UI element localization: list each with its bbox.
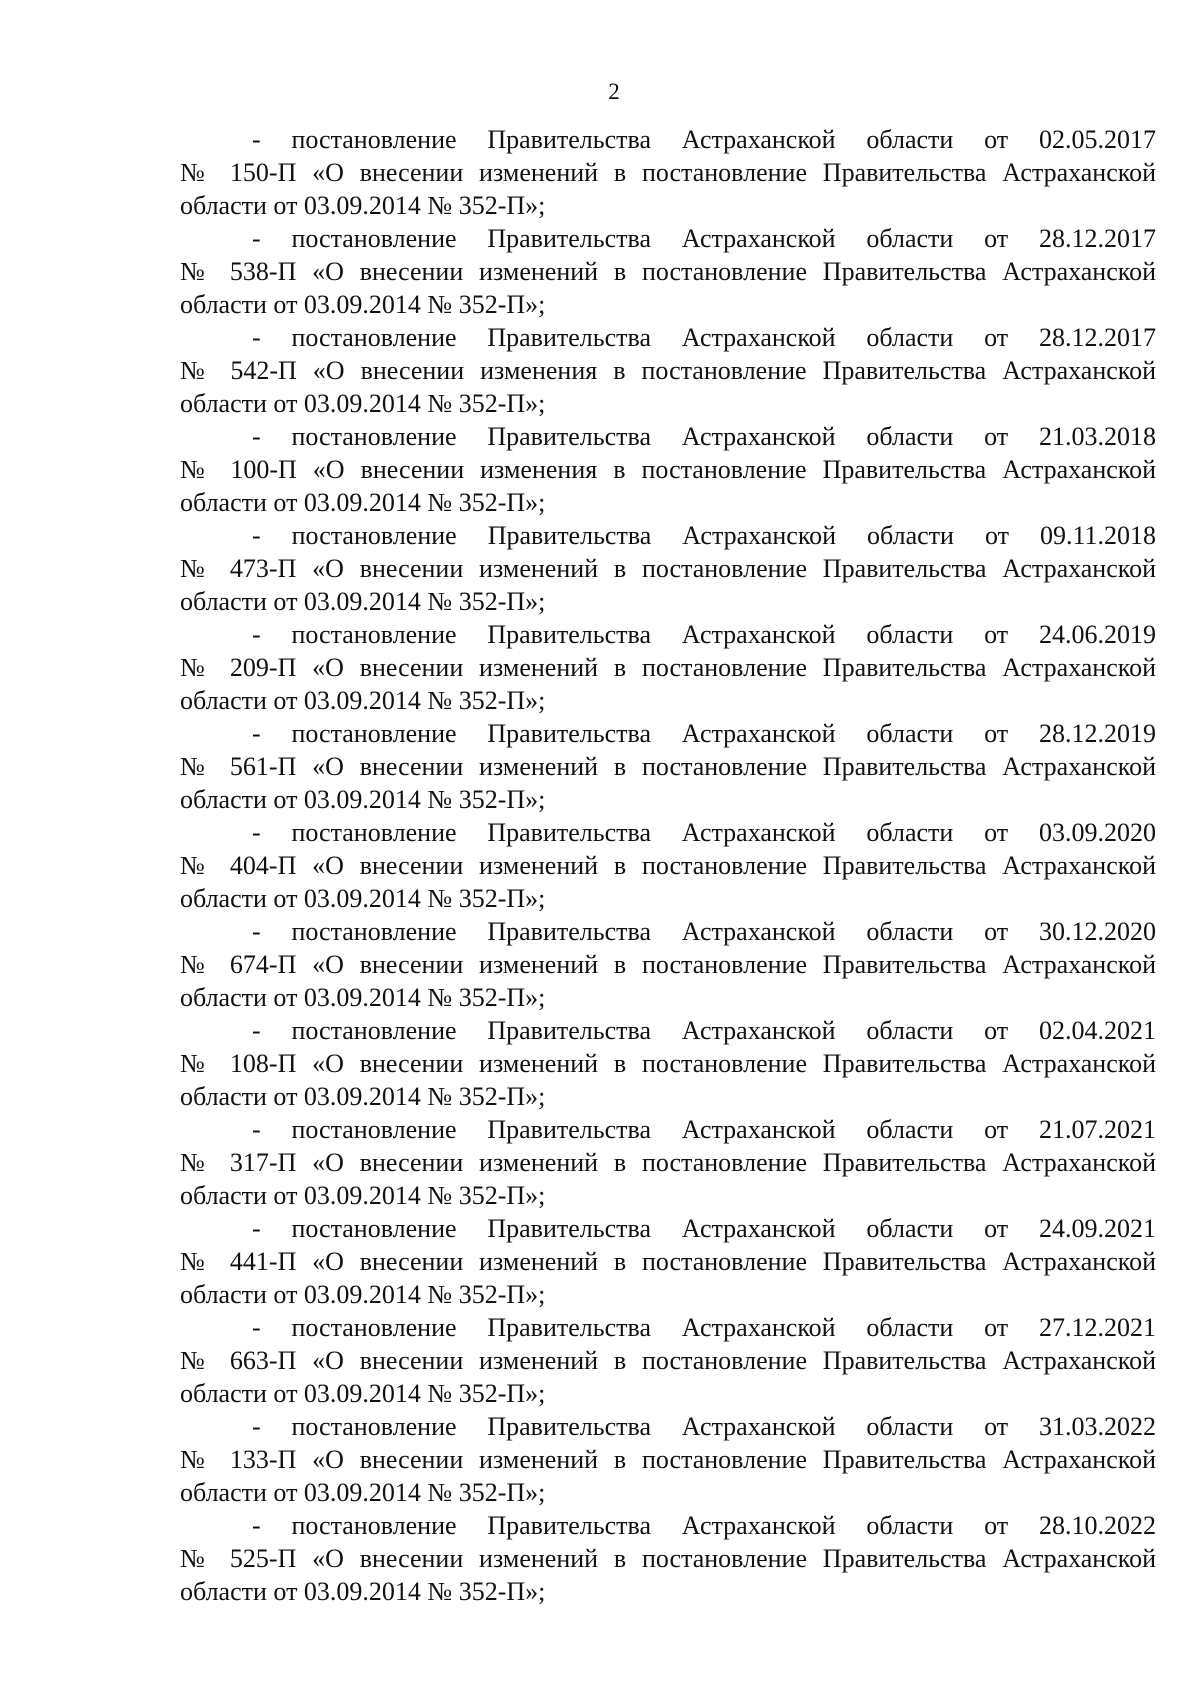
list-item [180,420,1156,519]
list-item [180,1410,1156,1509]
item-continuation: № 404-П «О внесении изменений в постановление Правительства Астраханской области от 03.09.2014 № 352-П»; [180,851,1156,913]
list-item [180,1113,1156,1212]
list-item [180,1311,1156,1410]
item-continuation: № 317-П «О внесении изменений в постановление Правительства Астраханской области от 03.09.2014 № 352-П»; [180,1148,1156,1210]
list-item [180,1212,1156,1311]
item-continuation: № 441-П «О внесении изменений в постановление Правительства Астраханской области от 03.09.2014 № 352-П»; [180,1247,1156,1309]
item-continuation: № 150-П «О внесении изменений в постановление Правительства Астраханской области от 03.09.2014 № 352-П»; [180,158,1156,220]
item-first-line: - постановление Правительства Астраханской области от 09.11.2018 [252,521,1156,550]
item-first-line: - постановление Правительства Астраханской области от 28.10.2022 [252,1511,1156,1540]
list-item [180,1014,1156,1113]
item-continuation: № 663-П «О внесении изменений в постановление Правительства Астраханской области от 03.09.2014 № 352-П»; [180,1346,1156,1408]
list-item [180,321,1156,420]
item-continuation: № 525-П «О внесении изменений в постановление Правительства Астраханской области от 03.09.2014 № 352-П»; [180,1544,1156,1606]
list-item [180,915,1156,1014]
item-continuation: № 674-П «О внесении изменений в постановление Правительства Астраханской области от 03.09.2014 № 352-П»; [180,950,1156,1012]
item-continuation: № 108-П «О внесении изменений в постановление Правительства Астраханской области от 03.09.2014 № 352-П»; [180,1049,1156,1111]
list-item [180,816,1156,915]
item-first-line: - постановление Правительства Астраханской области от 02.04.2021 [252,1016,1156,1045]
item-first-line: - постановление Правительства Астраханской области от 28.12.2017 [252,323,1156,352]
item-first-line: - постановление Правительства Астраханской области от 24.06.2019 [252,620,1156,649]
item-first-line: - постановление Правительства Астраханской области от 28.12.2017 [252,224,1156,253]
item-continuation: № 542-П «О внесении изменения в постановление Правительства Астраханской области от 03.09.2014 № 352-П»; [180,356,1156,418]
list-item [180,519,1156,618]
list-item [180,123,1156,222]
item-continuation: № 100-П «О внесении изменения в постановление Правительства Астраханской области от 03.09.2014 № 352-П»; [180,455,1156,517]
item-first-line: - постановление Правительства Астраханской области от 30.12.2020 [252,917,1156,946]
item-first-line: - постановление Правительства Астраханской области от 27.12.2021 [252,1313,1156,1342]
item-continuation: № 133-П «О внесении изменений в постановление Правительства Астраханской области от 03.09.2014 № 352-П»; [180,1445,1156,1507]
page-number: 2 [608,79,620,104]
item-continuation: № 538-П «О внесении изменений в постановление Правительства Астраханской области от 03.09.2014 № 352-П»; [180,257,1156,319]
item-first-line: - постановление Правительства Астраханской области от 03.09.2020 [252,818,1156,847]
list-item [180,222,1156,321]
item-first-line: - постановление Правительства Астраханской области от 24.09.2021 [252,1214,1156,1243]
list-item [180,717,1156,816]
list-item [180,1509,1156,1608]
item-first-line: - постановление Правительства Астраханской области от 31.03.2022 [252,1412,1156,1441]
item-continuation: № 209-П «О внесении изменений в постановление Правительства Астраханской области от 03.09.2014 № 352-П»; [180,653,1156,715]
item-first-line: - постановление Правительства Астраханской области от 21.07.2021 [252,1115,1156,1144]
item-continuation: № 473-П «О внесении изменений в постановление Правительства Астраханской области от 03.09.2014 № 352-П»; [180,554,1156,616]
list-item [180,618,1156,717]
resolution-list [180,123,1156,1608]
item-first-line: - постановление Правительства Астраханской области от 02.05.2017 [252,125,1156,154]
item-first-line: - постановление Правительства Астраханской области от 21.03.2018 [252,422,1156,451]
item-continuation: № 561-П «О внесении изменений в постановление Правительства Астраханской области от 03.09.2014 № 352-П»; [180,752,1156,814]
item-first-line: - постановление Правительства Астраханской области от 28.12.2019 [252,719,1156,748]
